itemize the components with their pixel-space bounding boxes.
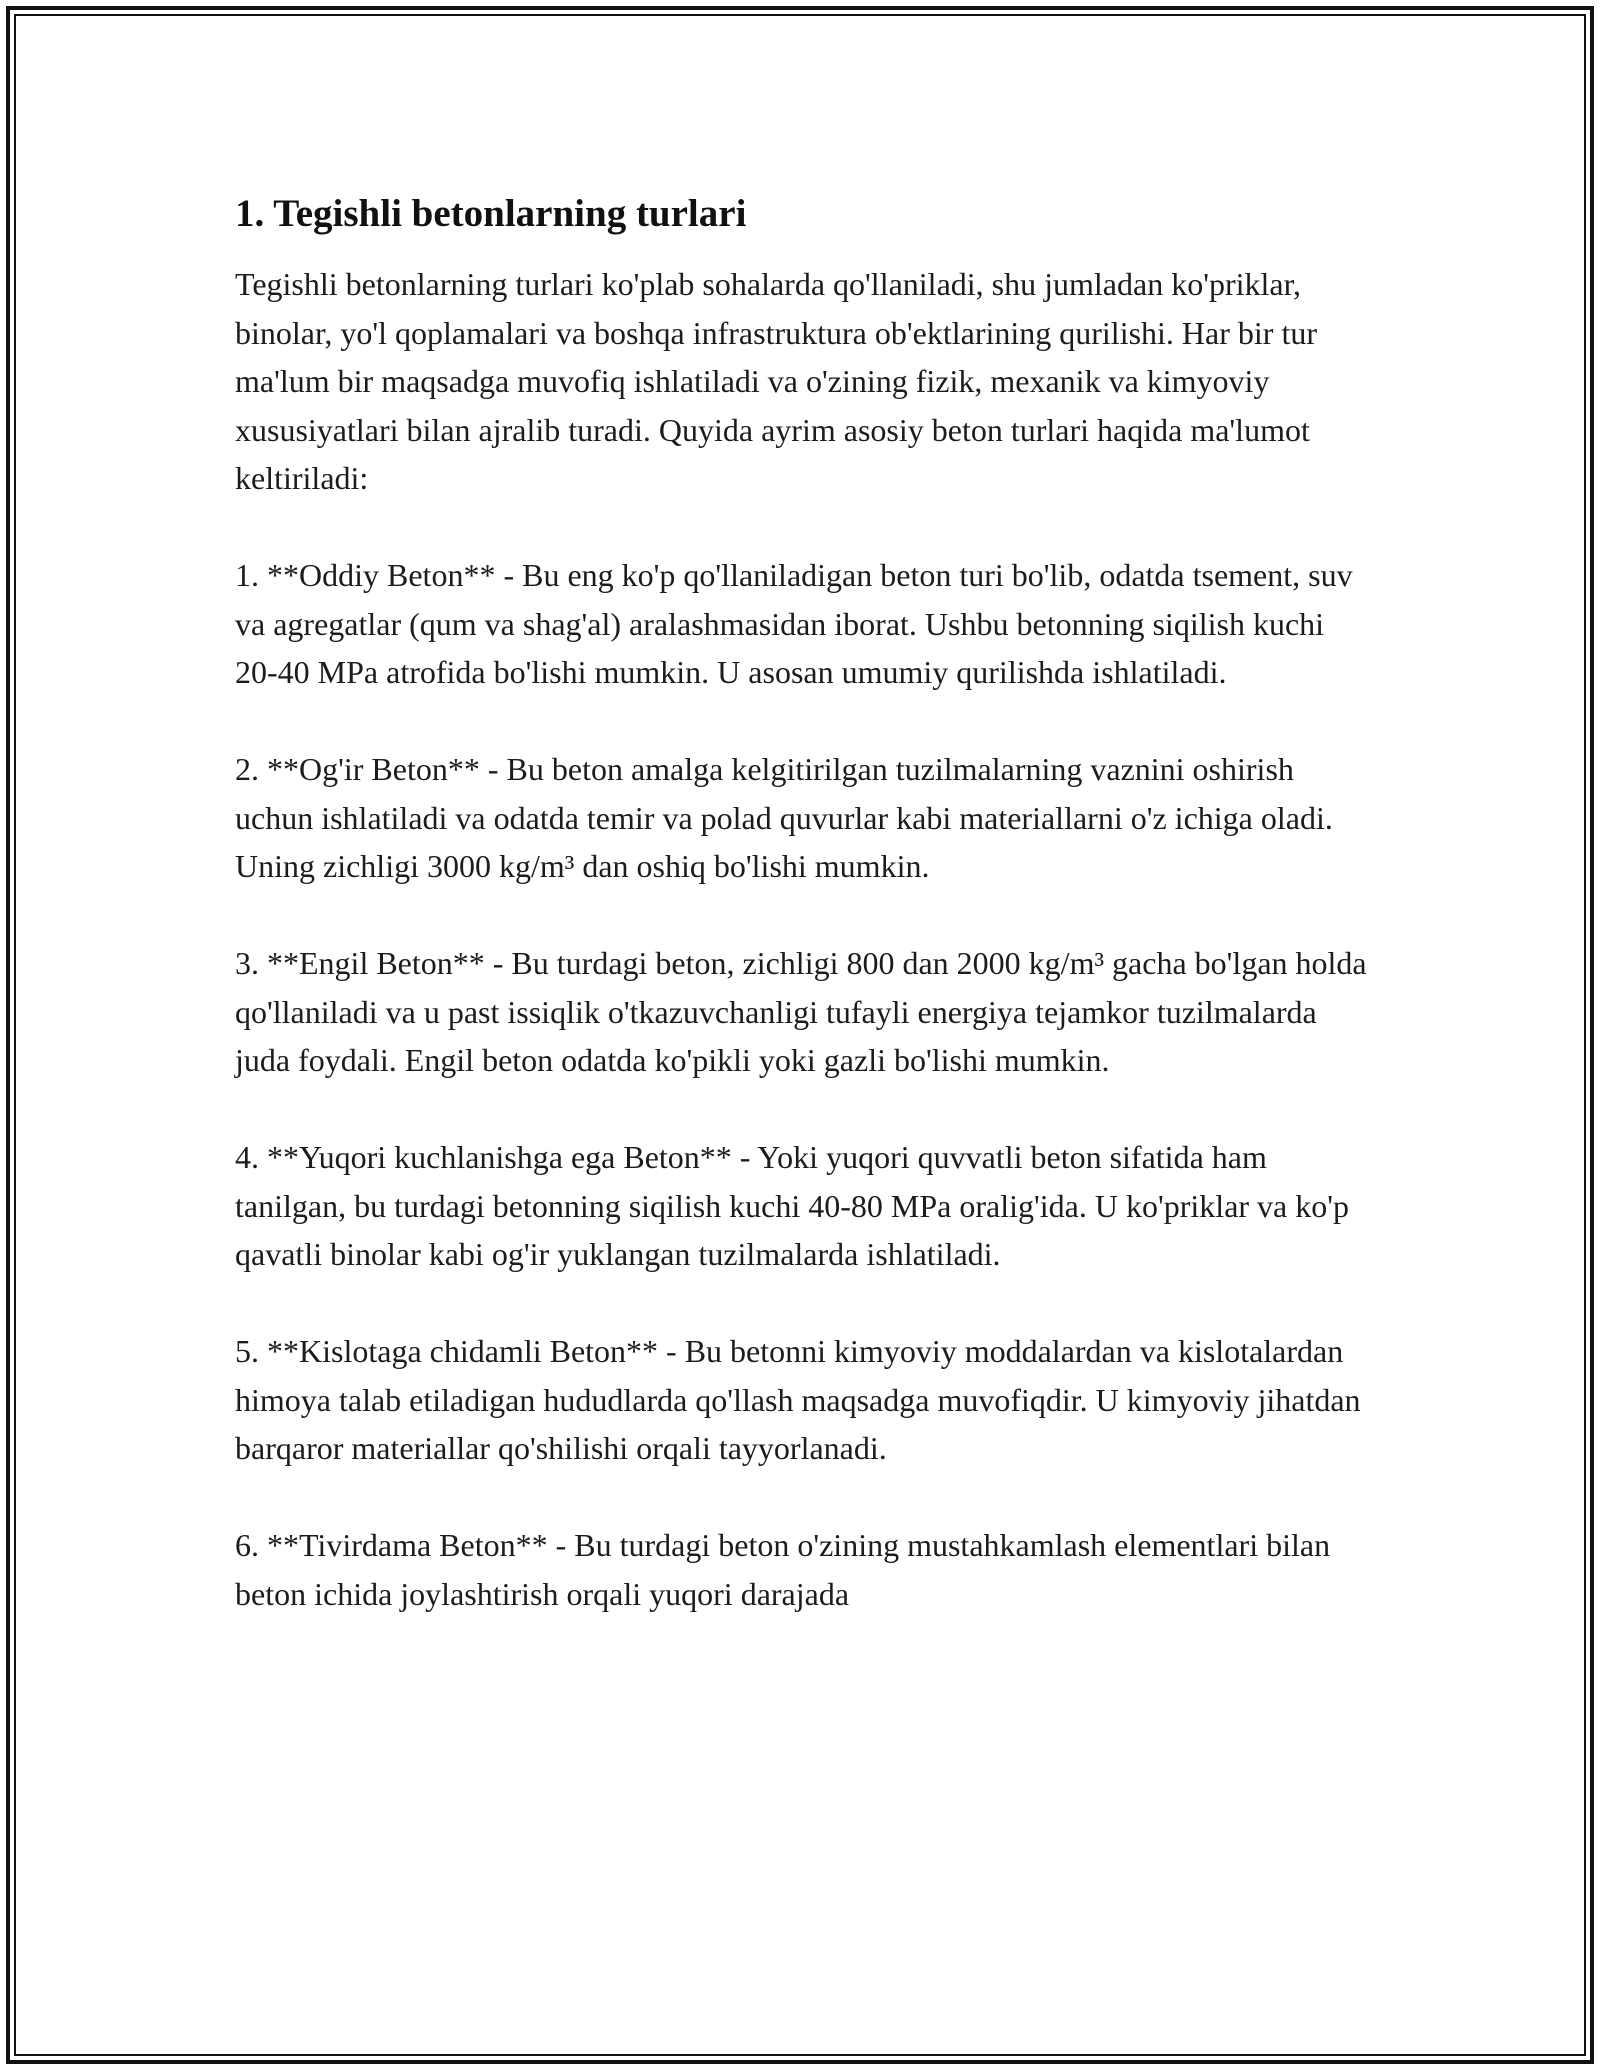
list-item-tivirdama-beton: 6. **Tivirdama Beton** - Bu turdagi beton o'zining mustahkamlash elementlari bilan beton ichida joylashtirish orqali yuqori darajada	[235, 1527, 1331, 1612]
document-body	[235, 186, 1370, 1618]
list-item-ogir-beton: 2. **Og'ir Beton** - Bu beton amalga kelgitirilgan tuzilmalarning vaznini oshirish uchun ishlatiladi va odatda temir va polad quvurlar kabi materiallarni o'z ichiga oladi. Uning zichligi 3000 kg/m³ dan oshiq bo'lishi mumkin.	[235, 751, 1333, 884]
intro-paragraph: Tegishli betonlarning turlari ko'plab sohalarda qo'llaniladi, shu jumladan ko'priklar, binolar, yo'l qoplamalari va boshqa infrastruktura ob'ektlarining qurilishi. Har bir tur ma'lum bir maqsadga muvofiq ishlatiladi va o'zining fizik, mexanik va kimyoviy xususiyatlari bilan ajralib turadi. Quyida ayrim asosiy beton turlari haqida ma'lumot keltiriladi:	[235, 266, 1317, 496]
list-item-engil-beton: 3. **Engil Beton** - Bu turdagi beton, zichligi 800 dan 2000 kg/m³ gacha bo'lgan holda qo'llaniladi va u past issiqlik o'tkazuvchanligi tufayli energiya tejamkor tuzilmalarda juda foydali. Engil beton odatda ko'pikli yoki gazli bo'lishi mumkin.	[235, 945, 1367, 1078]
list-item-oddiy-beton: 1. **Oddiy Beton** - Bu eng ko'p qo'llaniladigan beton turi bo'lib, odatda tsement, suv va agregatlar (qum va shag'al) aralashmasidan iborat. Ushbu betonning siqilish kuchi 20-40 MPa atrofida bo'lishi mumkin. U asosan umumiy qurilishda ishlatiladi.	[235, 557, 1353, 690]
list-item-yuqori-kuchlanish-beton: 4. **Yuqori kuchlanishga ega Beton** - Yoki yuqori quvvatli beton sifatida ham tanilgan, bu turdagi betonning siqilish kuchi 40-80 MPa oralig'ida. U ko'priklar va ko'p qavatli binolar kabi og'ir yuklangan tuzilmalarda ishlatiladi.	[235, 1139, 1350, 1272]
section-heading: 1. Tegishli betonlarning turlari	[235, 192, 747, 235]
list-item-kislotaga-chidamli-beton: 5. **Kislotaga chidamli Beton** - Bu betonni kimyoviy moddalardan va kislotalardan himoya talab etiladigan hududlarda qo'llash maqsadga muvofiqdir. U kimyoviy jihatdan barqaror materiallar qo'shilishi orqali tayyorlanadi.	[235, 1333, 1361, 1466]
